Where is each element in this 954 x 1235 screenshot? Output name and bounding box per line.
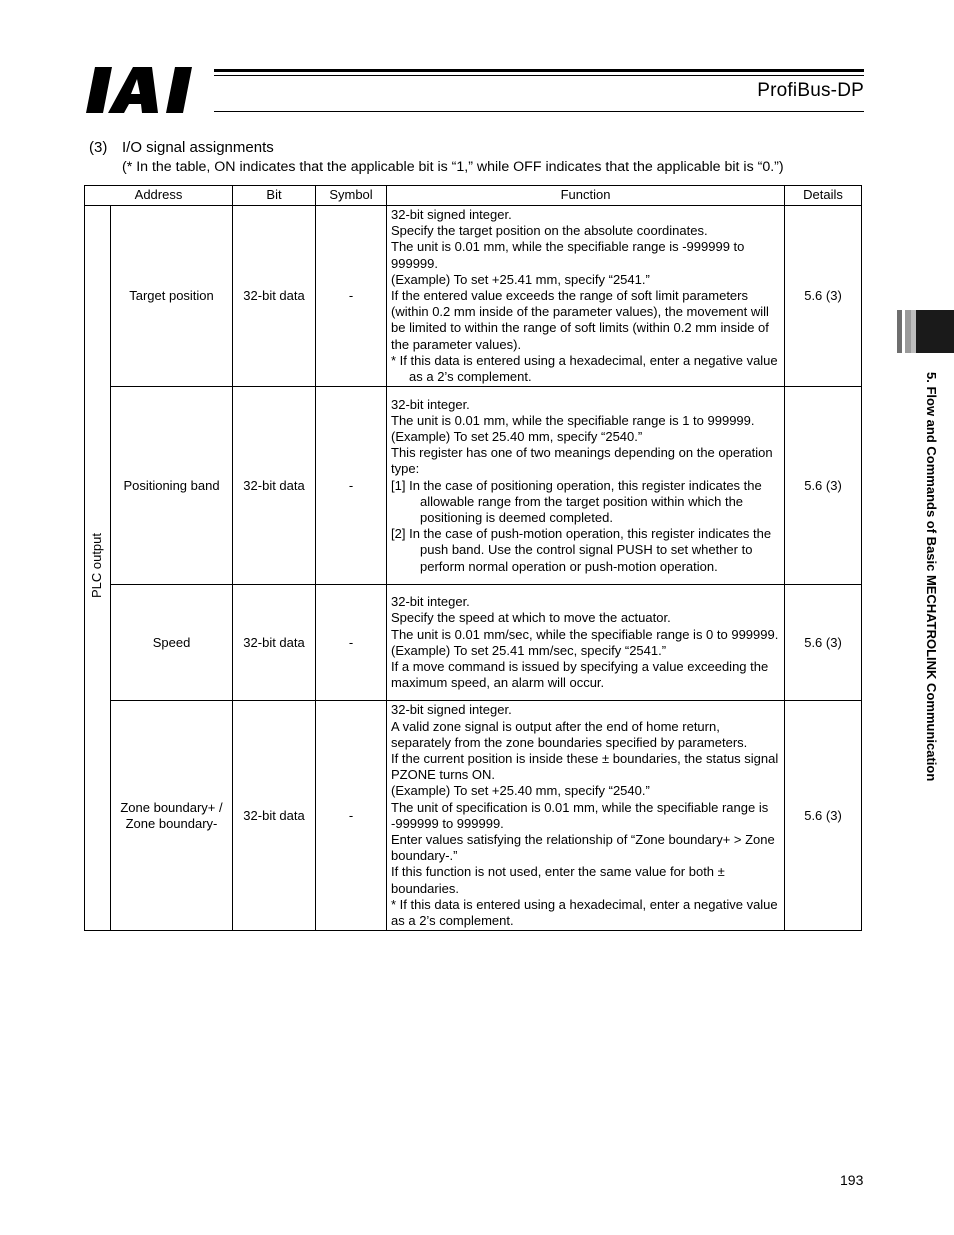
page-number: 193 bbox=[840, 1172, 864, 1188]
function-cell bbox=[387, 206, 785, 387]
section-title: I/O signal assignments bbox=[122, 139, 274, 156]
function-line: If this function is not used, enter the same value for both ± boundaries. bbox=[391, 864, 725, 896]
details-cell: 5.6 (3) bbox=[785, 206, 862, 387]
function-line: (Example) To set 25.40 mm, specify “2540.” bbox=[391, 429, 643, 445]
function-line: This register has one of two meanings depending on the operation type: bbox=[391, 445, 773, 477]
function-line: If the current position is inside these ± boundaries, the status signal PZONE turns ON. bbox=[391, 750, 779, 783]
function-cell bbox=[387, 701, 785, 931]
function-line: (Example) To set +25.41 mm, specify “2541.” bbox=[391, 271, 650, 287]
table-row bbox=[85, 701, 862, 931]
header-bit: Bit bbox=[233, 186, 316, 206]
header-rule-thick bbox=[214, 69, 864, 72]
group-label: PLC output bbox=[89, 533, 105, 599]
function-line: The unit is 0.01 mm/sec, while the specifiable range is 0 to 999999. bbox=[391, 626, 779, 642]
function-line: The unit is 0.01 mm, while the specifiable range is -999999 to 999999. bbox=[391, 239, 745, 271]
bit-cell: 32-bit data bbox=[233, 387, 316, 585]
function-line: Specify the target position on the absolute coordinates. bbox=[391, 223, 708, 239]
symbol-cell: - bbox=[316, 387, 387, 585]
section-note: (* In the table, ON indicates that the applicable bit is “1,” while OFF indicates that the applicable bit is “0.”) bbox=[122, 159, 784, 175]
header-details: Details bbox=[785, 186, 862, 206]
header-address: Address bbox=[85, 186, 233, 206]
io-signal-table bbox=[84, 185, 862, 931]
function-line: The unit is 0.01 mm, while the specifiable range is 1 to 999999. bbox=[391, 412, 755, 428]
header-rule-bottom bbox=[214, 111, 864, 112]
function-line: (Example) To set +25.40 mm, specify “2540.” bbox=[391, 783, 650, 799]
function-line: 32-bit signed integer. bbox=[391, 207, 512, 222]
chapter-title: 5. Flow and Commands of Basic MECHATROLINK Communication bbox=[924, 372, 939, 782]
function-line: The unit of specification is 0.01 mm, while the specifiable range is -999999 to 999999. bbox=[391, 799, 769, 831]
address-cell: Target position bbox=[111, 206, 233, 387]
details-cell: 5.6 (3) bbox=[785, 387, 862, 585]
group-cell bbox=[85, 206, 111, 931]
function-line: 32-bit signed integer. bbox=[391, 702, 512, 718]
header-function: Function bbox=[387, 186, 785, 206]
section-number: (3) bbox=[89, 139, 108, 156]
address-cell: Positioning band bbox=[111, 387, 233, 585]
symbol-cell: - bbox=[316, 206, 387, 387]
function-cell bbox=[387, 585, 785, 701]
bit-cell: 32-bit data bbox=[233, 701, 316, 931]
function-note: * If this data is entered using a hexadecimal, enter a negative value as a 2’s complement. bbox=[391, 352, 778, 385]
header-symbol: Symbol bbox=[316, 186, 387, 206]
details-cell: 5.6 (3) bbox=[785, 585, 862, 701]
header-rule-thin bbox=[214, 75, 864, 76]
section-heading bbox=[89, 139, 274, 156]
function-line: A valid zone signal is output after the end of home return, separately from the zone boundaries specified by parameters. bbox=[391, 718, 748, 750]
function-line: If the entered value exceeds the range of soft limit parameters (within 0.2 mm inside of the parameter values), the movement will be limited to within the range of soft limits (within 0.2 mm inside of the parameter values). bbox=[391, 288, 769, 352]
bit-cell: 32-bit data bbox=[233, 206, 316, 387]
product-name: ProfiBus-DP bbox=[757, 80, 864, 101]
function-line: 32-bit integer. bbox=[391, 396, 470, 412]
table-header-row bbox=[85, 186, 862, 206]
address-cell: Zone boundary+ / Zone boundary- bbox=[111, 701, 233, 931]
details-cell: 5.6 (3) bbox=[785, 701, 862, 931]
function-line: * If this data is entered using a hexadecimal, enter a negative value as a 2’s complement. bbox=[391, 896, 778, 928]
symbol-cell: - bbox=[316, 585, 387, 701]
function-item: [1] In the case of positioning operation, this register indicates the allowable range from the target position within which the positioning is deemed completed. bbox=[391, 477, 762, 526]
function-line: (Example) To set 25.41 mm/sec, specify “2541.” bbox=[391, 642, 667, 658]
iai-logo bbox=[86, 67, 210, 113]
function-line: 32-bit integer. bbox=[391, 594, 470, 610]
function-line: If a move command is issued by specifying a value exceeding the maximum speed, an alarm will occur. bbox=[391, 658, 769, 691]
function-line: Enter values satisfying the relationship of “Zone boundary+ > Zone boundary-.” bbox=[391, 831, 775, 864]
table-row bbox=[85, 206, 862, 387]
table-row bbox=[85, 387, 862, 585]
table-row bbox=[85, 585, 862, 701]
symbol-cell: - bbox=[316, 701, 387, 931]
bit-cell: 32-bit data bbox=[233, 585, 316, 701]
address-cell: Speed bbox=[111, 585, 233, 701]
function-item: [2] In the case of push-motion operation, this register indicates the push band. Use the control signal PUSH to set whether to perform normal operation or push-motion operation. bbox=[391, 526, 772, 574]
function-line: Specify the speed at which to move the actuator. bbox=[391, 610, 671, 626]
function-cell bbox=[387, 387, 785, 585]
